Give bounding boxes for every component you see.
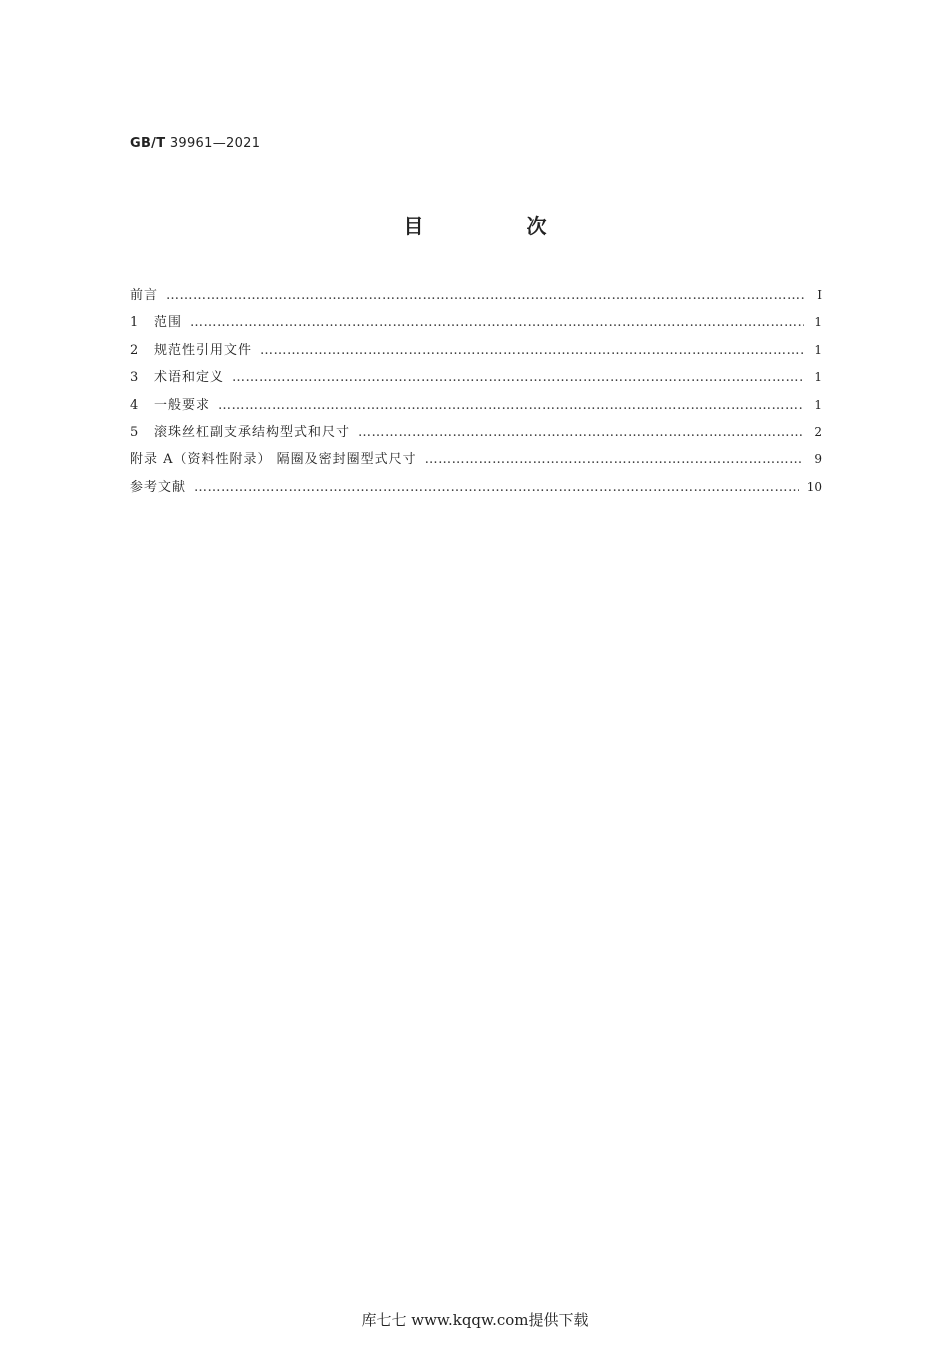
toc-entry-number: 4 [130, 397, 139, 413]
toc-leader-dots [190, 314, 804, 332]
toc-entry-page: 1 [814, 342, 822, 357]
toc-title: 目 次 [403, 214, 595, 238]
toc-entry-page: 1 [814, 397, 822, 412]
table-of-contents [130, 286, 822, 505]
toc-entry-general-requirements[interactable] [130, 396, 822, 423]
toc-entry-scope[interactable] [130, 313, 822, 340]
download-source-footer: 库七七 www.kqqw.com提供下载 [361, 1311, 589, 1329]
toc-entry-page: Ⅰ [817, 288, 822, 302]
toc-entry-page: 9 [814, 452, 822, 467]
toc-entry-appendix-a[interactable] [130, 450, 822, 477]
toc-entry-support-structure[interactable] [130, 423, 822, 450]
toc-entry-number: 2 [130, 342, 139, 358]
toc-entry-label: 范围 [154, 315, 183, 331]
standard-number: 39961—2021 [169, 136, 261, 151]
toc-entry-label: 术语和定义 [154, 370, 225, 386]
toc-leader-dots [425, 451, 804, 469]
toc-leader-dots [166, 287, 804, 305]
toc-entry-foreword[interactable] [130, 286, 822, 313]
toc-entry-terms-definitions[interactable] [130, 368, 822, 395]
toc-entry-label: 滚珠丝杠副支承结构型式和尺寸 [154, 424, 351, 440]
toc-entry-label: 一般要求 [154, 397, 211, 413]
toc-leader-dots [194, 479, 799, 497]
toc-entry-number: 5 [130, 424, 139, 440]
toc-entry-label: 规范性引用文件 [154, 342, 253, 358]
toc-leader-dots [232, 369, 804, 387]
toc-entry-bibliography[interactable] [130, 478, 822, 505]
toc-leader-dots [260, 342, 804, 360]
toc-entry-label: 附录 A（资料性附录） 隔圈及密封圈型式尺寸 [130, 452, 417, 468]
standard-prefix: GB/T [130, 136, 166, 151]
toc-entry-number: 1 [130, 315, 139, 331]
toc-entry-page: 1 [814, 370, 822, 385]
toc-entry-label: 前言 [130, 288, 159, 303]
toc-leader-dots [358, 424, 804, 442]
toc-entry-label: 参考文献 [130, 479, 187, 495]
toc-entry-number: 3 [130, 370, 139, 386]
document-code [130, 136, 260, 151]
toc-entry-page: 10 [806, 479, 822, 494]
toc-entry-page: 1 [814, 315, 822, 330]
toc-leader-dots [218, 397, 804, 415]
toc-entry-normative-references[interactable] [130, 341, 822, 368]
toc-entry-page: 2 [814, 424, 822, 439]
